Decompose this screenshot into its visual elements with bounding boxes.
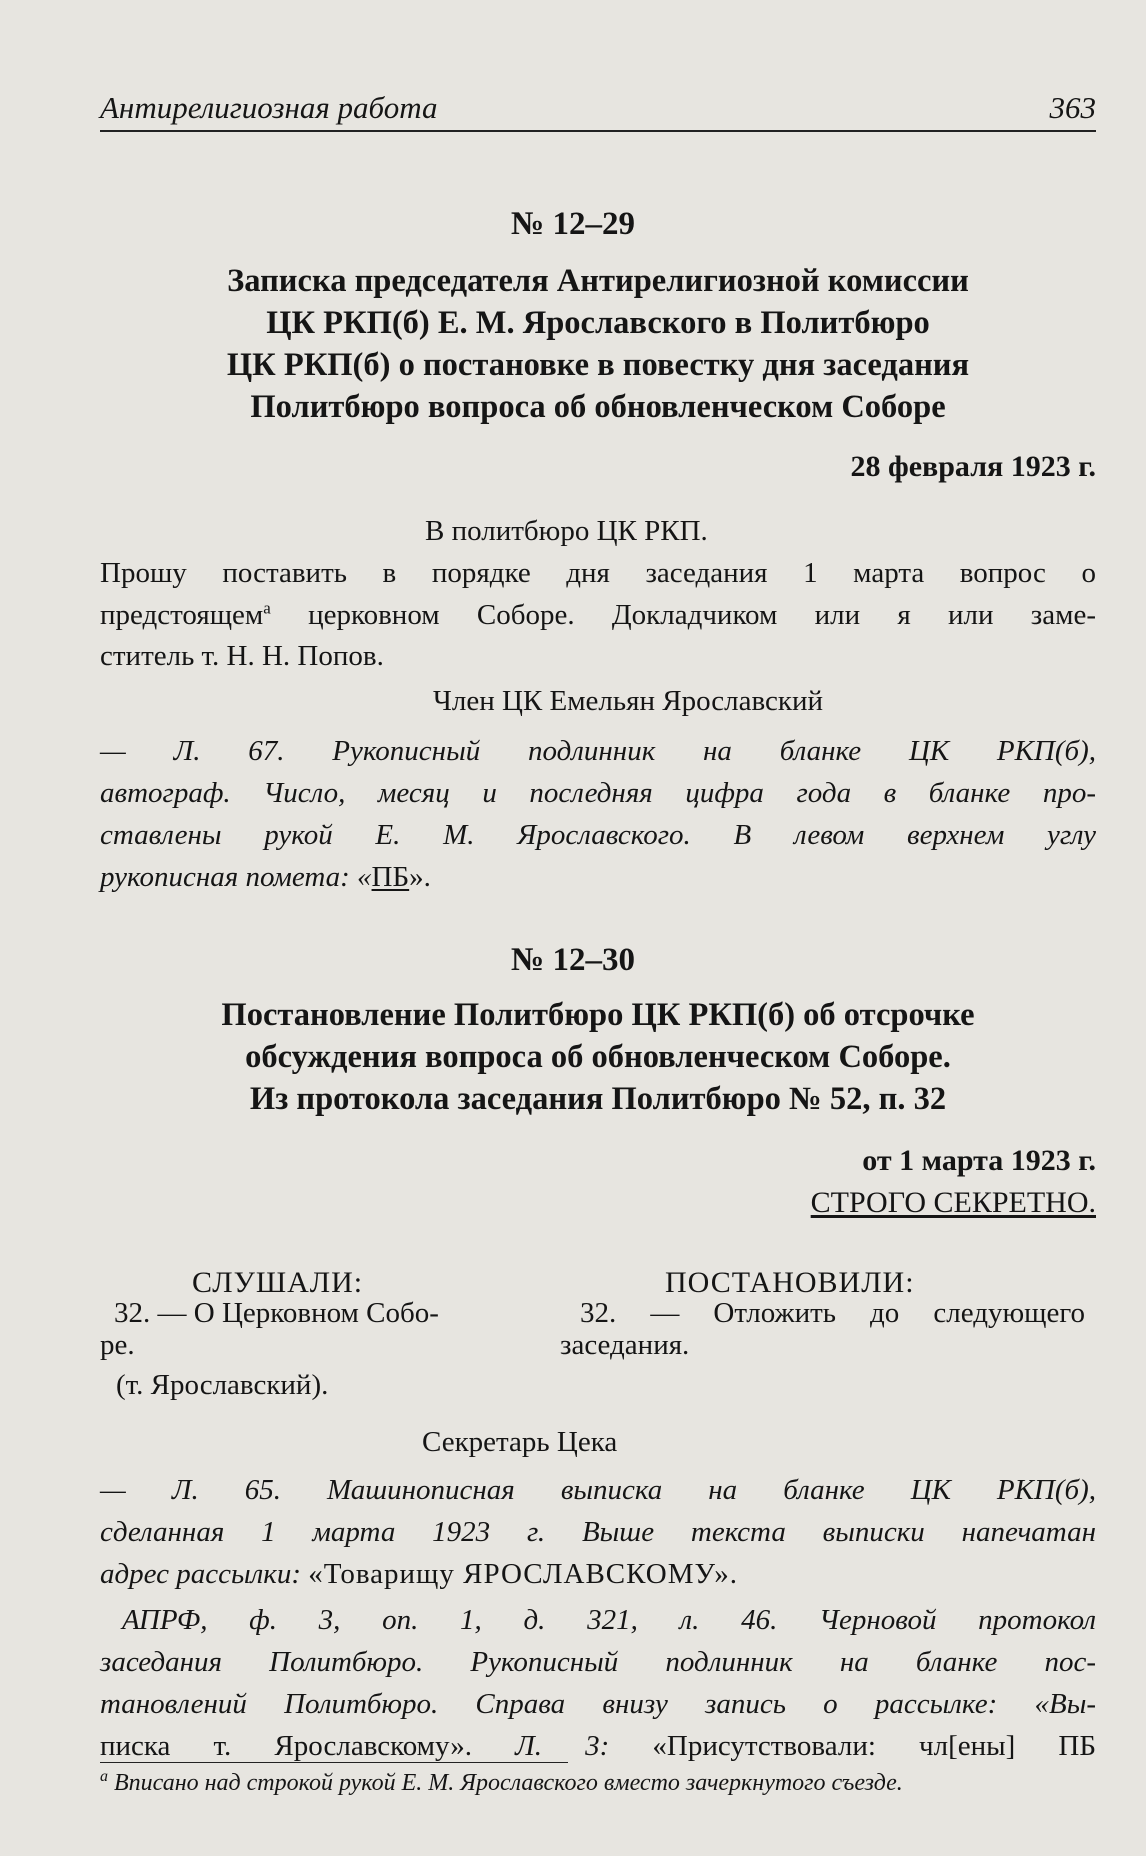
doc30-source1-line-3: адрес рассылки: «Товарищу ЯРОСЛАВСКОМУ».	[100, 1558, 738, 1590]
doc30-source2-line-2: заседания Политбюро. Рукописный подлинник на бланке пос-	[100, 1646, 1096, 1678]
doc29-signature: Член ЦК Емельян Ярославский	[433, 685, 824, 717]
doc29-title-line-1: Записка председателя Антирелигиозной комиссии	[227, 263, 969, 299]
doc30-source2-line-1: АПРФ, ф. 3, оп. 1, д. 321, л. 46. Черновой протокол	[122, 1604, 1096, 1636]
doc29-title-line-3: ЦК РКП(б) о постановке в повестку дня заседания	[226, 347, 970, 383]
doc30-date: от 1 марта 1923 г.	[862, 1144, 1096, 1177]
heard-heading: СЛУШАЛИ:	[192, 1266, 364, 1299]
doc30-classification: СТРОГО СЕКРЕТНО.	[810, 1186, 1096, 1219]
doc29-addressee: В политбюро ЦК РКП.	[425, 515, 708, 547]
heard-line-2: ре.	[100, 1329, 135, 1361]
doc29-source-line-1: — Л. 67. Рукописный подлинник на бланке ЦК РКП(б),	[100, 735, 1096, 767]
doc30-signature: Секретарь Цека	[422, 1426, 618, 1458]
footnote-text: Вписано над строкой рукой Е. М. Ярославского вместо зачеркнутого съезде.	[108, 1770, 903, 1796]
doc30-title-line-2: обсуждения вопроса об обновленческом Соборе.	[245, 1039, 951, 1075]
footnote	[100, 1770, 903, 1797]
doc29-body-line-2: предстоящем$^а$ церковном Соборе. Докладчиком или я или заме-	[100, 598, 1096, 631]
running-title: Антирелигиозная работа	[100, 90, 438, 125]
doc29-source-line-2: автограф. Число, месяц и последняя цифра года в бланке про-	[100, 777, 1096, 809]
page-number: 363	[1049, 90, 1096, 125]
heard-line-1: 32. — О Церковном Собо-	[114, 1297, 439, 1329]
doc30-source2-line-3: тановлений Политбюро. Справа внизу запись о рассылке: «Вы-	[100, 1688, 1096, 1720]
doc30-source2-line-4: писка т. Ярославскому». Л. 3: «Присутствовали: чл[ены] ПБ	[100, 1730, 1096, 1762]
footnote-rule	[100, 1762, 568, 1763]
doc30-source1-line-1: — Л. 65. Машинописная выписка на бланке ЦК РКП(б),	[100, 1474, 1096, 1506]
doc29-number: № 12–29	[511, 206, 635, 242]
decided-heading: ПОСТАНОВИЛИ:	[665, 1266, 915, 1299]
doc30-number: № 12–30	[511, 942, 635, 978]
doc29-title-line-4: Политбюро вопроса об обновленческом Соборе	[250, 389, 946, 425]
footnote-mark: а	[100, 1768, 108, 1785]
doc29-body-line-1: Прошу поставить в порядке дня заседания 1 марта вопрос о	[100, 557, 1096, 589]
footnote-mark-ref: а	[263, 598, 271, 618]
doc30-title-line-3: Из протокола заседания Политбюро № 52, п. 32	[249, 1081, 947, 1117]
doc30-source1-line-2: сделанная 1 марта 1923 г. Выше текста выписки напечатан	[100, 1516, 1096, 1548]
heard-line-3: (т. Ярославский).	[116, 1369, 329, 1401]
doc29-title-line-2: ЦК РКП(б) Е. М. Ярославского в Политбюро	[266, 305, 930, 341]
doc30-title-line-1: Постановление Политбюро ЦК РКП(б) об отсрочке	[221, 997, 975, 1033]
doc29-date: 28 февраля 1923 г.	[850, 450, 1096, 483]
running-header	[100, 88, 1096, 132]
decided-line-2: заседания.	[560, 1329, 690, 1361]
doc29-source-line-4: рукописная помета: «ПБ».	[100, 861, 431, 893]
doc29-source-line-3: ставлены рукой Е. М. Ярославского. В левом верхнем углу	[100, 819, 1096, 851]
decided-line-1: 32. — Отложить до следующего	[580, 1297, 1085, 1329]
doc29-body-line-3: ститель т. Н. Н. Попов.	[100, 640, 384, 672]
